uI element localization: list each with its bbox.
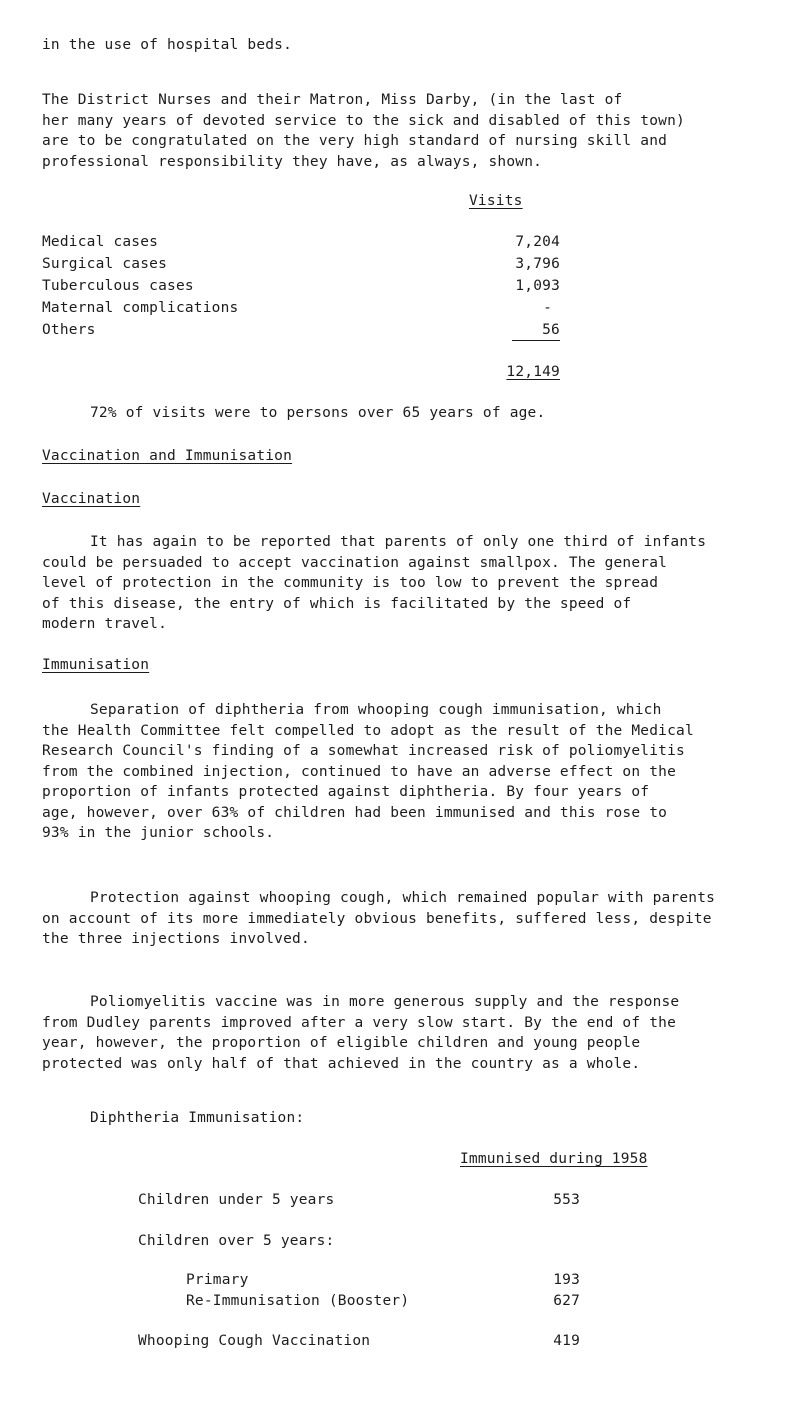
- text-line: Protection against whooping cough, which remained popular with parents: [90, 890, 716, 906]
- text-line: Separation of diphtheria from whooping cough immunisation, which: [90, 702, 662, 718]
- text-line: modern travel.: [42, 616, 168, 632]
- under5-label: Children under 5 years: [138, 1192, 335, 1208]
- text-line: protected was only half of that achieved in the country as a whole.: [42, 1055, 641, 1072]
- over5-label: Children over 5 years:: [138, 1233, 335, 1249]
- text-line: year, however, the proportion of eligible children and young people: [42, 1035, 641, 1051]
- visits-row-label: Others: [42, 322, 96, 338]
- visits-row-value: 56: [542, 322, 560, 338]
- primary-label: Primary: [186, 1272, 249, 1288]
- diphtheria-column-header: Immunised during 1958: [460, 1151, 648, 1167]
- text-line: could be persuaded to accept vaccination against smallpox. The general: [42, 554, 668, 571]
- immunisation-paragraph-3: [42, 992, 679, 1074]
- booster-value: 627: [553, 1293, 580, 1309]
- diphtheria-title: Diphtheria Immunisation:: [90, 1110, 305, 1126]
- intro-line: in the use of hospital beds.: [42, 37, 293, 53]
- text-line: professional responsibility they have, as always, shown.: [42, 153, 543, 170]
- text-line: from Dudley parents improved after a very slow start. By the end of the: [42, 1014, 677, 1031]
- subtotal-rule: [512, 340, 560, 341]
- under5-value: 553: [553, 1192, 580, 1208]
- whooping-value: 419: [553, 1333, 580, 1349]
- visits-total: 12,149: [506, 364, 560, 380]
- text-line: 93% in the junior schools.: [42, 825, 275, 841]
- text-line: proportion of infants protected against diphtheria. By four years of: [42, 784, 650, 800]
- visits-row-label: Maternal complications: [42, 300, 239, 316]
- text-line: from the combined injection, continued to have an adverse effect on the: [42, 763, 677, 780]
- nurses-paragraph: [42, 90, 685, 172]
- vaccination-heading: Vaccination: [42, 491, 141, 507]
- visits-header: Visits: [469, 193, 523, 209]
- text-line: The District Nurses and their Matron, Miss Darby, (in the last of: [42, 92, 623, 108]
- immunisation-paragraph-1: [42, 700, 694, 844]
- visits-row-label: Medical cases: [42, 234, 159, 250]
- text-line: are to be congratulated on the very high standard of nursing skill and: [42, 133, 668, 149]
- visits-row-label: Tuberculous cases: [42, 278, 194, 294]
- booster-label: Re-Immunisation (Booster): [186, 1293, 410, 1309]
- immunisation-heading: Immunisation: [42, 657, 150, 673]
- visits-row-label: Surgical cases: [42, 256, 168, 272]
- primary-value: 193: [553, 1272, 580, 1288]
- text-line: of this disease, the entry of which is facilitated by the speed of: [42, 595, 632, 612]
- immunisation-paragraph-2: [42, 888, 715, 950]
- whooping-label: Whooping Cough Vaccination: [138, 1333, 371, 1349]
- text-line: her many years of devoted service to the sick and disabled of this town): [42, 112, 685, 129]
- text-line: Poliomyelitis vaccine was in more generous supply and the response: [90, 994, 680, 1010]
- text-line: the Health Committee felt compelled to adopt as the result of the Medical: [42, 722, 694, 739]
- text-line: on account of its more immediately obvious benefits, suffered less, despite: [42, 910, 712, 927]
- visits-row-value: 3,796: [515, 256, 560, 272]
- vaccination-paragraph: [42, 532, 706, 635]
- text-line: Research Council's finding of a somewhat increased risk of poliomyelitis: [42, 743, 685, 759]
- text-line: the three injections involved.: [42, 931, 310, 947]
- visits-row-value: 7,204: [515, 234, 560, 250]
- text-line: It has again to be reported that parents of only one third of infants: [90, 534, 707, 550]
- visits-row-value: 1,093: [515, 278, 560, 294]
- section-heading: Vaccination and Immunisation: [42, 448, 293, 464]
- visits-row-value: -: [543, 300, 552, 316]
- visits-note: 72% of visits were to persons over 65 years of age.: [90, 405, 546, 421]
- text-line: age, however, over 63% of children had been immunised and this rose to: [42, 804, 668, 821]
- text-line: level of protection in the community is too low to prevent the spread: [42, 575, 659, 591]
